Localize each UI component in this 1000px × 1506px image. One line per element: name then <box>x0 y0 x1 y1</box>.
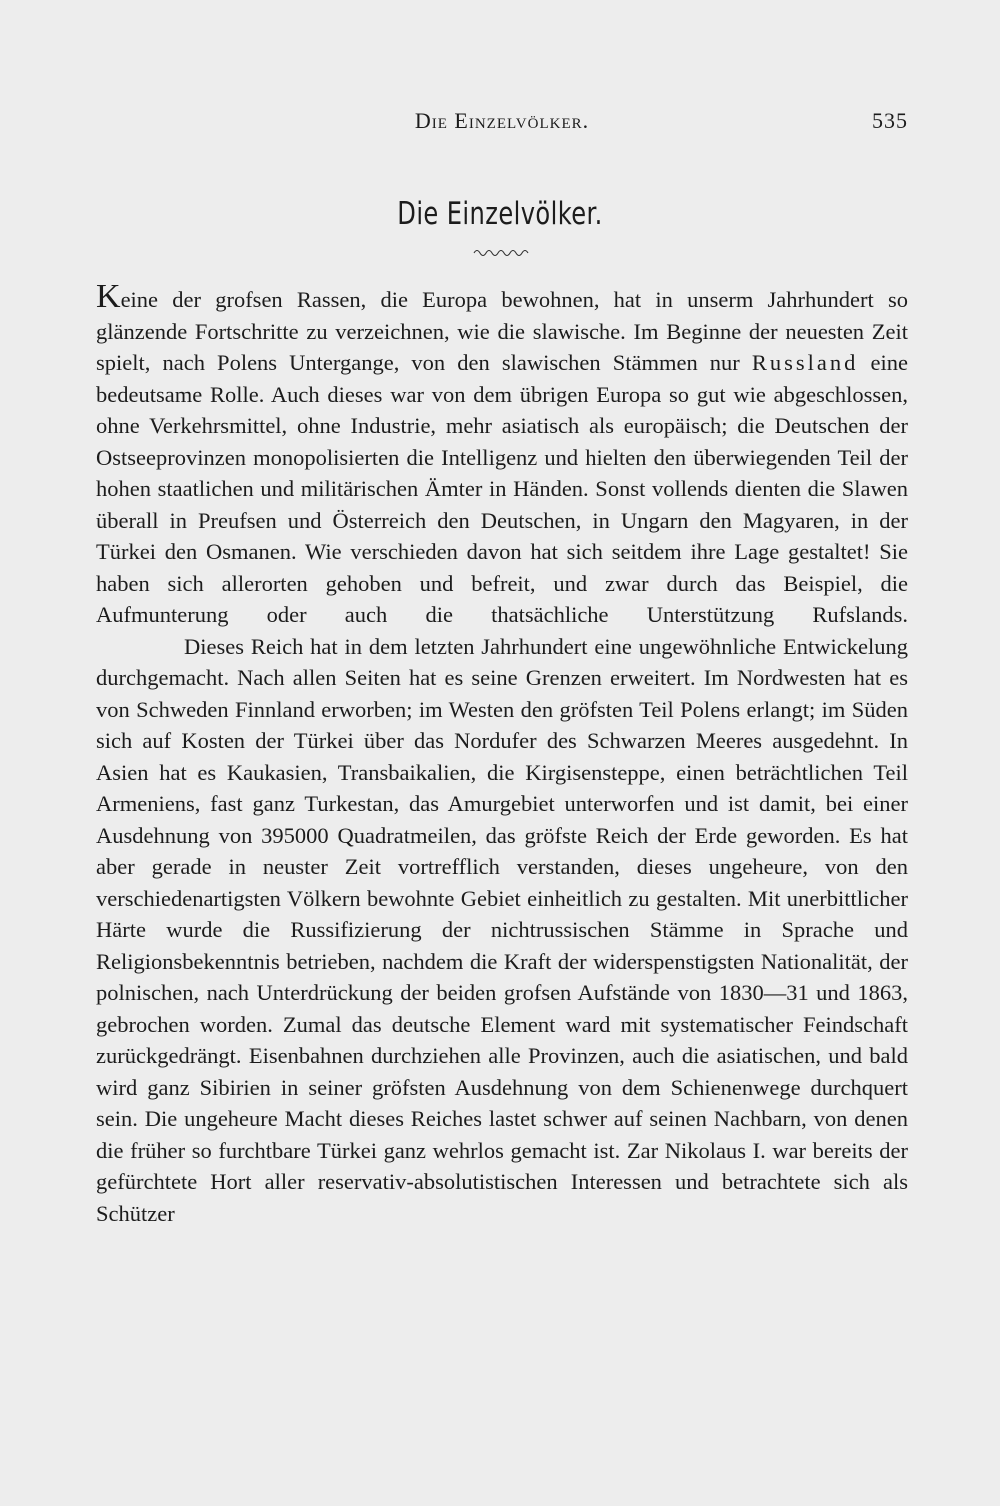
initial-letter: K <box>96 278 121 315</box>
chapter-title: Die Einzelvölker. <box>397 196 603 232</box>
emphasis-russland: Russland <box>751 350 859 375</box>
body-text <box>96 278 908 1229</box>
running-title: Die Einzelvölker. <box>414 108 590 133</box>
running-header <box>96 108 908 138</box>
paragraph-1-text-a: eine der grofsen Rassen, die Europa bewohnen, hat in unserm Jahrhundert so glänzende Fortschritte zu verzeichnen, wie die slawische. Im Beginne der neuesten Zeit spielt, nach Polens Untergange, von den slawischen Stämmen nur <box>96 287 908 375</box>
page-number: 535 <box>872 108 908 133</box>
ornament-divider <box>472 244 532 260</box>
paragraph-1-text-b: eine bedeutsame Rolle. Auch dieses war von dem übrigen Europa so gut wie abgeschlossen, ohne Verkehrsmittel, ohne Industrie, mehr asiatisch als europäisch; die Deutschen der Ostseeprovinzen monopolisierten die Intelligenz und hielten den überwiegenden Teil der hohen staatlichen und militärischen Ämter in Händen. Sonst vollends dienten die Slawen überall in Preufsen und Österreich den Deutschen, in Ungarn den Magyaren, in der Türkei den Osmanen. Wie verschieden davon hat sich seitdem ihre Lage gestaltet! Sie haben sich allerorten gehoben und befreit, und zwar durch das Beispiel, die Aufmunterung oder auch die thatsächliche Unterstützung Rufslands. <box>96 350 908 627</box>
paragraph-1 <box>96 278 908 631</box>
paragraph-2: Dieses Reich hat in dem letzten Jahrhundert eine ungewöhnliche Entwickelung durchgemacht. Nach allen Seiten hat es seine Grenzen erweitert. Im Nordwesten hat es von Schweden Finnland erworben; im Westen den gröfsten Teil Polens erlangt; im Süden sich auf Kosten der Türkei über das Nordufer des Schwarzen Meeres ausgedehnt. In Asien hat es Kaukasien, Transbaikalien, die Kirgisensteppe, einen beträchtlichen Teil Armeniens, fast ganz Turkestan, das Amurgebiet unterworfen und ist damit, bei einer Ausdehnung von 395000 Quadratmeilen, das gröfste Reich der Erde geworden. Es hat aber gerade in neuster Zeit vortrefflich verstanden, dieses ungeheure, von den verschiedenartigsten Völkern bewohnte Gebiet einheitlich zu gestalten. Mit unerbittlicher Härte wurde die Russifizierung der nichtrussischen Stämme in Sprache und Religionsbekenntnis betrieben, nachdem die Kraft der widerspenstigsten Nationalität, der polnischen, nach Unterdrückung der beiden grofsen Aufstände von 1830—31 und 1863, gebrochen worden. Zumal das deutsche Element ward mit systematischer Feindschaft zurückgedrängt. Eisenbahnen durchziehen alle Provinzen, auch die asiatischen, und bald wird ganz Sibirien in seiner gröfsten Ausdehnung von dem Schienenwege durchquert sein. Die ungeheure Macht dieses Reiches lastet schwer auf seinen Nachbarn, von denen die früher so furchtbare Türkei ganz wehrlos gemacht ist. Zar Nikolaus I. war bereits der gefürchtete Hort aller reservativ-absolutistischen Interessen und betrachtete sich als Schützer <box>96 633 908 1226</box>
